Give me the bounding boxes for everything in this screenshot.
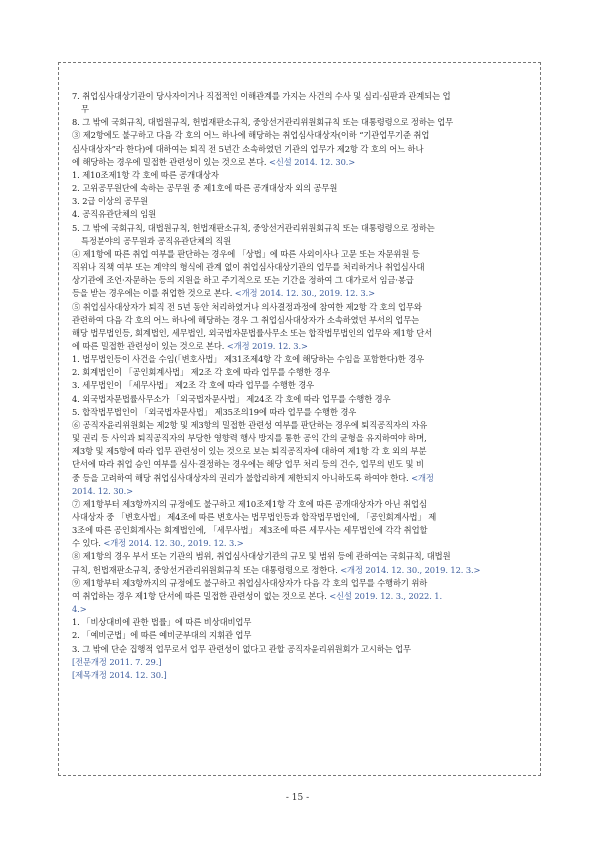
- text-line: [72, 550, 530, 563]
- line-text: 단서에 따라 취업 승인 여부를 심사·결정하는 경우에는 해당 업무 처리 등의 건수, 업무의 빈도 및 비: [72, 459, 424, 470]
- amendment-note: <개정: [411, 472, 434, 483]
- line-text: 등을 받는 경우에는 이를 취업한 것으로 본다.: [72, 288, 235, 299]
- text-line: [72, 182, 530, 195]
- text-line: [72, 577, 530, 590]
- line-text: 1. 「비상대비에 관한 법률」에 따른 비상대비업무: [72, 617, 252, 628]
- amendment-note: <개정 2014. 12. 30., 2019. 12. 3.>: [234, 288, 375, 299]
- amendment-note: <개정 2014. 12. 30., 2019. 12. 3.>: [340, 564, 481, 575]
- text-line: [72, 564, 530, 577]
- text-line: [72, 143, 530, 156]
- line-text: 및 권리 등 사익과 퇴직공직자의 부당한 영향력 행사 방지를 통한 공익 간의 균형을 유지하여야 하며,: [72, 433, 427, 444]
- line-text: 4. 공직유관단체의 임원: [72, 209, 157, 220]
- text-line: [72, 248, 530, 261]
- line-text: 1. 제10조제1항 각 호에 따른 공개대상자: [72, 169, 219, 180]
- text-line: [72, 169, 530, 182]
- text-line: [72, 590, 530, 603]
- line-text: 5. 합작법무법인이 「외국법자문사법」 제35조의19에 따라 업무를 수행한 경우: [72, 406, 357, 417]
- line-text: 특정분야의 공무원과 공직유관단체의 직원: [81, 235, 232, 246]
- line-text: 상기관에 조언·자문하는 등의 지원을 하고 주기적으로 또는 기간을 정하여 그 대가로서 임금·봉급: [72, 275, 414, 286]
- line-text: 중 등을 고려하여 해당 취업심사대상자의 권리가 불합리하게 제한되지 아니하도록 하여야 한다.: [72, 472, 412, 483]
- text-line: [72, 195, 530, 208]
- line-text: 해당 법무법인등, 회계법인, 세무법인, 외국법자문법률사무소 또는 합작법무법인의 업무와 제1항 단서: [72, 327, 433, 338]
- line-text: ⑧ 제1항의 경우 부서 또는 기관의 범위, 취업심사대상기관의 규모 및 범위 등에 관하여는 국회규칙, 대법원: [72, 551, 451, 562]
- line-text: 4. 외국법자문법률사무소가 「외국법자문사법」 제24조 각 호에 따라 업무를 수행한 경우: [72, 393, 391, 404]
- line-text: 직위나 직책 여부 또는 계약의 형식에 관계 없이 취업심사대상기관의 업무를 처리하거나 취업심사대: [72, 262, 425, 273]
- text-line: [72, 327, 530, 340]
- line-text: 1. 법무법인등이 사건을 수임(「변호사법」 제31조제4항 각 호에 해당하는 수임을 포함한다)한 경우: [72, 354, 425, 365]
- text-line: [72, 643, 530, 656]
- text-line: [72, 498, 530, 511]
- amendment-note: 4.>: [72, 604, 87, 615]
- line-text: ⑦ 제1항부터 제3항까지의 규정에도 불구하고 제10조제1항 각 호에 따른 공개대상자가 아닌 취업심: [72, 498, 427, 509]
- text-line: [72, 524, 530, 537]
- amendment-note: <신설 2014. 12. 30.>: [268, 156, 356, 167]
- text-line: [72, 458, 530, 471]
- amendment-note: [전문개정 2011. 7. 29.]: [72, 656, 162, 667]
- text-line: [72, 156, 530, 169]
- text-line: [72, 208, 530, 221]
- text-line: [72, 379, 530, 392]
- amendment-note: <개정 2014. 12. 30., 2019. 12. 3.>: [103, 538, 244, 549]
- text-line: [72, 669, 530, 682]
- line-text: 5. 그 밖에 국회규칙, 대법원규칙, 헌법재판소규칙, 중앙선거관리위원회규칙 또는 대통령령으로 정하는: [72, 222, 435, 233]
- document-body: [72, 90, 530, 682]
- line-text: 3. 세무법인이 「세무사법」 제2조 각 호에 따라 업무를 수행한 경우: [72, 380, 315, 391]
- text-line: [72, 393, 530, 406]
- text-line: [72, 116, 530, 129]
- text-line: [72, 511, 530, 524]
- line-text: 관련하여 다음 각 호의 어느 하나에 해당하는 경우 그 취업심사대상자가 소속하였던 부서의 업무는: [72, 314, 420, 325]
- text-line: [72, 103, 530, 116]
- line-text: 사대상자 중 「변호사법」 제4조에 따른 변호사는 법무법인등과 합작법무법인에, 「공인회계사법」 제: [72, 512, 437, 522]
- text-line: [72, 340, 530, 353]
- text-line: [72, 419, 530, 432]
- text-line: [72, 261, 530, 274]
- line-text: 3조에 따른 공인회계사는 회계법인에, 「세무사법」 제3조에 따른 세무사는 세무법인에 각각 취업할: [72, 525, 428, 536]
- text-line: [72, 301, 530, 314]
- line-text: 2. 「예비군법」에 따른 예비군부대의 지휘관 업무: [72, 630, 252, 641]
- text-line: [72, 485, 530, 498]
- line-text: 3. 2급 이상의 공무원: [72, 196, 148, 207]
- line-text: ⑥ 공직자윤리위원회는 제2항 및 제3항의 밀접한 관련성 여부를 판단하는 경우에 퇴직공직자의 자유: [72, 419, 428, 430]
- text-line: [72, 616, 530, 629]
- text-line: [72, 445, 530, 458]
- line-text: 규칙, 헌법재판소규칙, 중앙선거관리위원회규칙 또는 대통령령으로 정한다.: [72, 564, 341, 575]
- line-text: 2. 고위공무원단에 속하는 공무원 중 제1호에 따른 공개대상자 외의 공무원: [72, 183, 338, 194]
- amendment-note: 2014. 12. 30.>: [72, 485, 133, 496]
- amendment-note: <개정 2019. 12. 3.>: [226, 340, 308, 351]
- line-text: 제3항 및 제5항에 따라 업무 관련성이 있는 것으로 보는 퇴직공직자에 대하여 제1항 각 호 외의 부분: [72, 446, 427, 457]
- line-text: ⑤ 취업심사대상자가 퇴직 전 5년 동안 처리하였거나 의사결정과정에 참여한 제2항 각 호의 업무와: [72, 301, 422, 312]
- text-line: [72, 629, 530, 642]
- line-text: 7. 취업심사대상기관이 당사자이거나 직접적인 이해관계를 가지는 사건의 수사 및 심리·심판과 관계되는 업: [72, 91, 451, 101]
- line-text: 심사대상자”라 한다)에 대하여는 퇴직 전 5년간 소속하였던 기관의 업무가 제2항 각 호의 어느 하나: [72, 143, 424, 154]
- line-text: ③ 제2항에도 불구하고 다음 각 호의 어느 하나에 해당하는 취업심사대상자(이하 “기관업무기준 취업: [72, 130, 430, 141]
- line-text: ④ 제1항에 따른 취업 여부를 판단하는 경우에 「상법」에 따른 사외이사나 고문 또는 자문위원 등: [72, 248, 420, 259]
- text-line: [72, 537, 530, 550]
- text-line: [72, 314, 530, 327]
- text-line: [72, 472, 530, 485]
- line-text: 여 취업하는 경우 제1항 단서에 따른 밀접한 관련성이 없는 것으로 본다.: [72, 590, 330, 601]
- line-text: 8. 그 밖에 국회규칙, 대법원규칙, 헌법재판소규칙, 중앙선거관리위원회규칙 또는 대통령령으로 정하는 업무: [72, 117, 454, 128]
- text-line: [72, 129, 530, 142]
- line-text: 에 해당하는 경우에 밀접한 관련성이 있는 것으로 본다.: [72, 156, 269, 167]
- text-line: [72, 656, 530, 669]
- page-number: - 15 -: [285, 793, 310, 803]
- text-line: [72, 287, 530, 300]
- line-text: 무: [81, 104, 89, 115]
- text-line: [72, 274, 530, 287]
- text-line: [72, 90, 530, 103]
- amendment-note: <신설 2019. 12. 3., 2022. 1.: [329, 590, 442, 601]
- line-text: ⑨ 제1항부터 제3항까지의 규정에도 불구하고 취업심사대상자가 다음 각 호의 업무를 수행하기 위하: [72, 577, 428, 588]
- text-line: [72, 366, 530, 379]
- text-line: [72, 222, 530, 235]
- text-line: [72, 353, 530, 366]
- text-line: [72, 406, 530, 419]
- line-text: 에 따른 밀접한 관련성이 있는 것으로 본다.: [72, 340, 227, 351]
- line-text: 2. 회계법인이 「공인회계사법」 제2조 각 호에 따라 업무를 수행한 경우: [72, 367, 330, 378]
- amendment-note: [제목개정 2014. 12. 30.]: [72, 669, 167, 680]
- text-line: [72, 432, 530, 445]
- line-text: 수 있다.: [72, 538, 104, 549]
- line-text: 3. 그 밖에 단순 집행적 업무로서 업무 관련성이 없다고 관할 공직자윤리위원회가 고시하는 업무: [72, 643, 411, 654]
- text-line: [72, 603, 530, 616]
- text-line: [72, 235, 530, 248]
